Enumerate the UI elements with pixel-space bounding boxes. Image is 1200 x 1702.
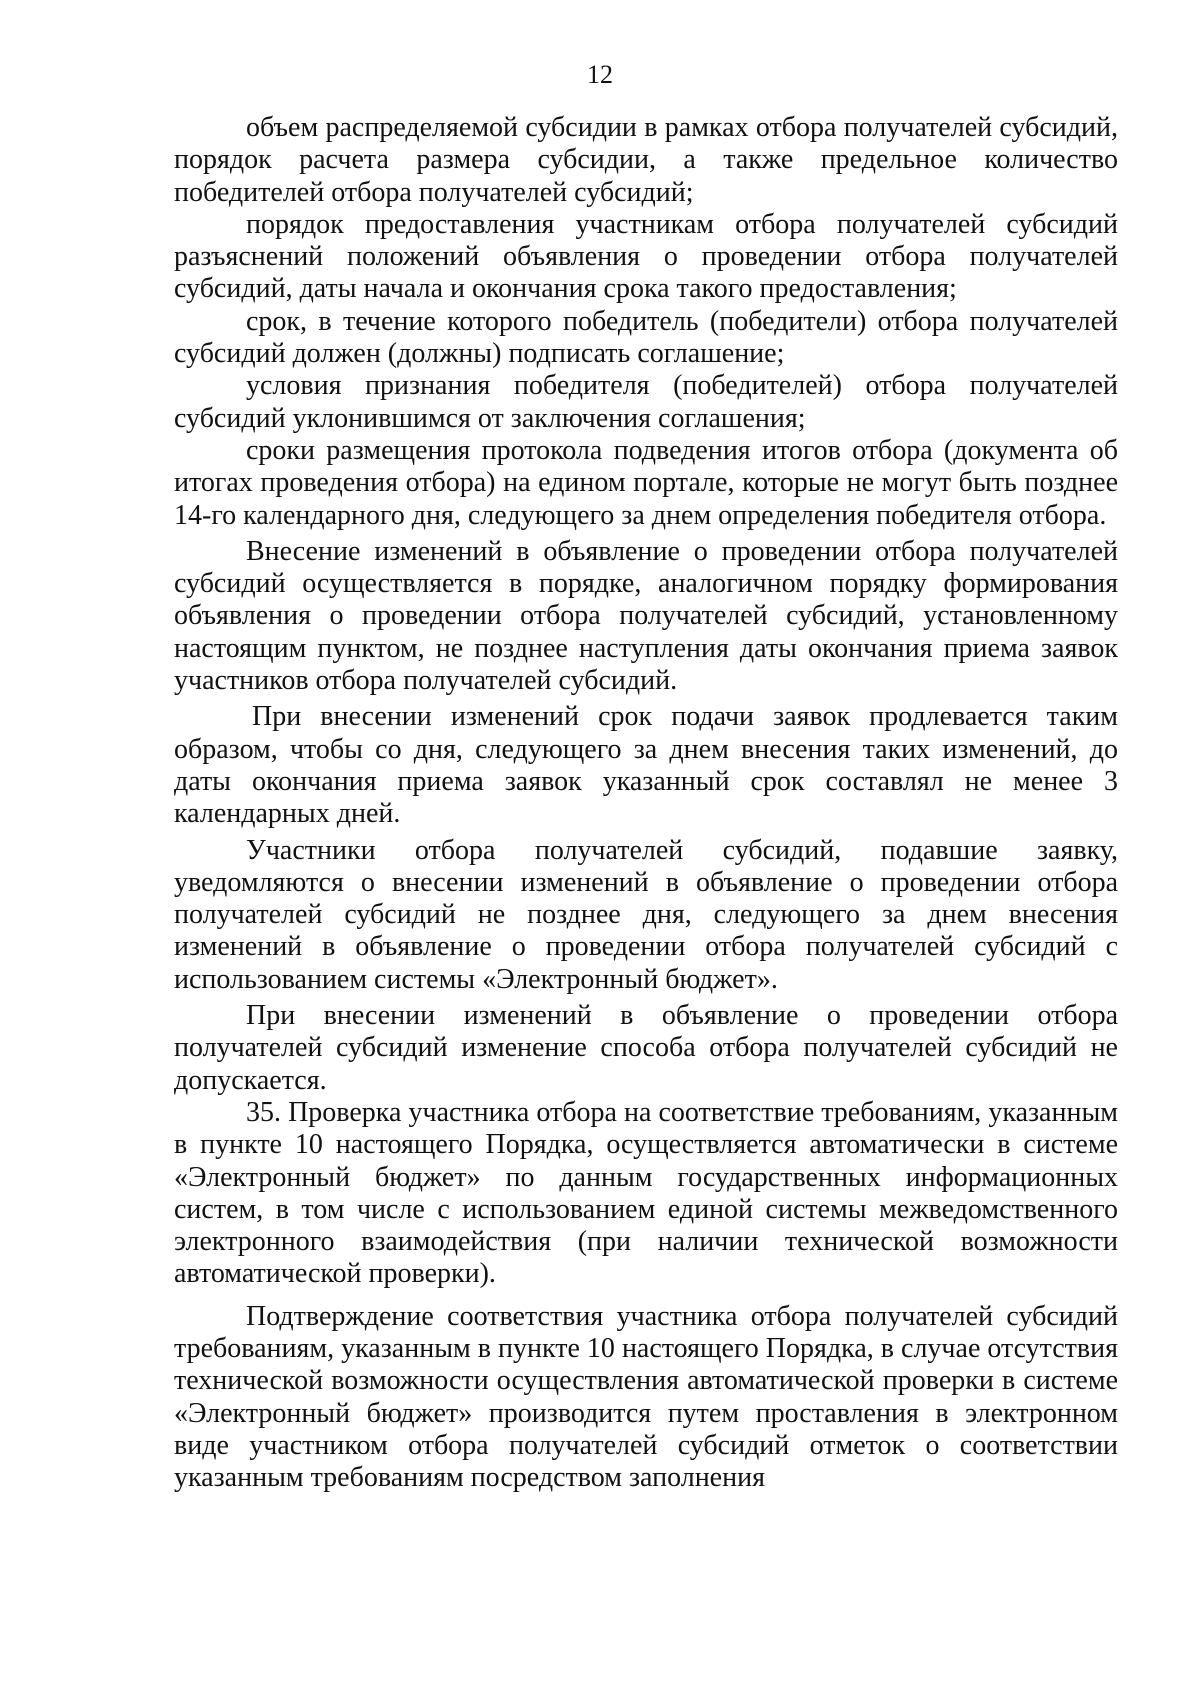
paragraph: порядок предоставления участникам отбора получателей субсидий разъяснений положений объявления о проведении отбора получателей субсидий, даты начала и окончания срока такого предоставления; xyxy=(174,208,1118,305)
paragraph: 35. Проверка участника отбора на соответствие требованиям, указанным в пункте 10 настоящего Порядка, осуществляется автоматически в системе «Электронный бюджет» по данным государственных информационных систем, в том числе с использованием единой системы межведомственного электронного взаимодействия (при наличии технической возможности автоматической проверки). xyxy=(174,1096,1118,1290)
paragraph: Подтверждение соответствия участника отбора получателей субсидий требованиям, указанным в пункте 10 настоящего Порядка, в случае отсутствия технической возможности осуществления автоматической проверки в системе «Электронный бюджет» производится путем проставления в электронном виде участником отбора получателей субсидий отметок о соответствии указанным требованиям посредством заполнения xyxy=(174,1300,1118,1494)
page-number: 12 xyxy=(587,60,613,89)
document-body xyxy=(174,112,1118,1494)
paragraph: объем распределяемой субсидии в рамках отбора получателей субсидий, порядок расчета размера субсидии, а также предельное количество победителей отбора получателей субсидий; xyxy=(174,112,1118,208)
paragraph: При внесении изменений в объявление о проведении отбора получателей субсидий изменение способа отбора получателей субсидий не допускается. xyxy=(174,1000,1118,1096)
paragraph: условия признания победителя (победителей) отбора получателей субсидий уклонившимся от заключения соглашения; xyxy=(174,370,1118,434)
paragraph: срок, в течение которого победитель (победители) отбора получателей субсидий должен (должны) подписать соглашение; xyxy=(174,305,1118,370)
paragraph: Внесение изменений в объявление о проведении отбора получателей субсидий осуществляется в порядке, аналогичном порядку формирования объявления о проведении отбора получателей субсидий, установленному настоящим пунктом, не позднее наступления даты окончания приема заявок участников отбора получателей субсидий. xyxy=(174,535,1118,697)
paragraph: Участники отбора получателей субсидий, подавшие заявку, уведомляются о внесении изменений в объявление о проведении отбора получателей субсидий не позднее дня, следующего за днем внесения изменений в объявление о проведении отбора получателей субсидий с использованием системы «Электронный бюджет». xyxy=(174,834,1118,995)
paragraph: сроки размещения протокола подведения итогов отбора (документа об итогах проведения отбора) на едином портале, которые не могут быть позднее 14-го календарного дня, следующего за днем определения победителя отбора. xyxy=(174,434,1118,531)
paragraph: При внесении изменений срок подачи заявок продлевается таким образом, чтобы со дня, следующего за днем внесения таких изменений, до даты окончания приема заявок указанный срок составлял не менее 3 календарных дней. xyxy=(174,701,1118,830)
